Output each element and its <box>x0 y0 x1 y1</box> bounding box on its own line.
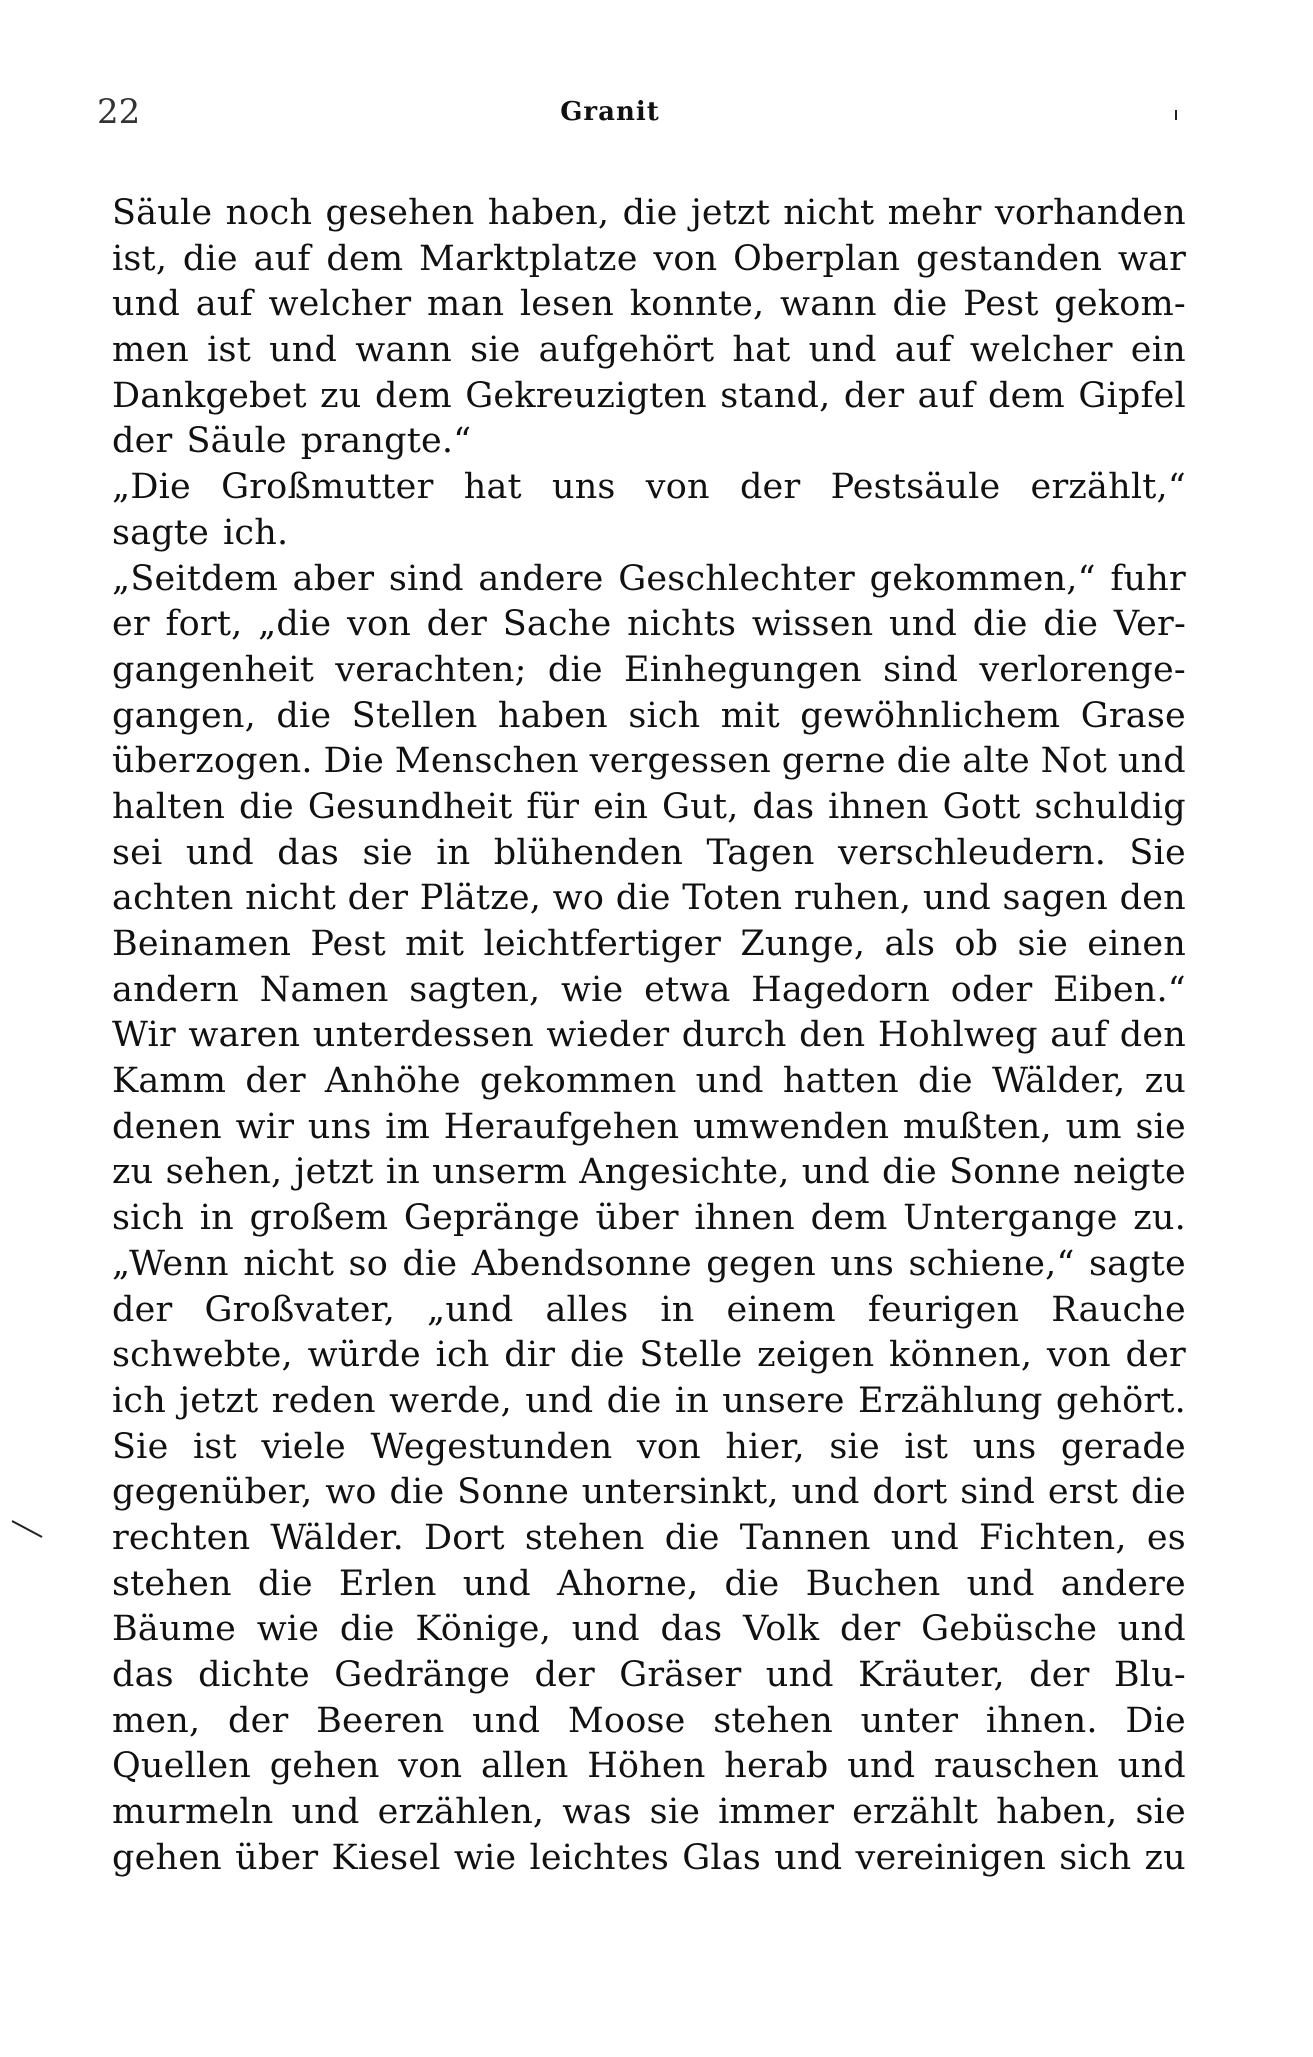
text-line: schwebte, würde ich dir die Stelle zeigen können, von der <box>112 1335 1186 1376</box>
text-line: das dichte Gedränge der Gräser und Kräuter, der Blu- <box>112 1655 1186 1695</box>
text-line: der Großvater, „und alles in einem feurigen Rauche <box>112 1289 1186 1330</box>
text-line: men, der Beeren und Moose stehen unter ihnen. Die <box>112 1700 1186 1741</box>
page-number: 22 <box>97 92 141 132</box>
text-line: der Säule prangte.“ <box>112 421 472 462</box>
text-line: Bäume wie die Könige, und das Volk der Gebüsche und <box>112 1609 1186 1650</box>
running-head: Granit <box>560 97 660 127</box>
text-line: sich in großem Gepränge über ihnen dem Untergange zu. <box>112 1198 1186 1239</box>
text-line: sei und das sie in blühenden Tagen verschleudern. Sie <box>112 832 1186 873</box>
text-line: andern Namen sagten, wie etwa Hagedorn oder Eiben.“ <box>112 969 1186 1010</box>
margin-mark <box>12 1520 43 1538</box>
text-line: men ist und wann sie aufgehört hat und auf welcher ein <box>112 330 1186 371</box>
text-line: achten nicht der Plätze, wo die Toten ruhen, und sagen den <box>112 878 1186 919</box>
text-line: Dankgebet zu dem Gekreuzigten stand, der auf dem Gipfel <box>112 375 1186 416</box>
text-line: Sie ist viele Wegestunden von hier, sie ist uns gerade <box>112 1426 1186 1467</box>
text-line: überzogen. Die Menschen vergessen gerne die alte Not und <box>112 741 1186 782</box>
text-line: Kamm der Anhöhe gekommen und hatten die Wälder, zu <box>112 1061 1186 1102</box>
text-line: er fort, „die von der Sache nichts wissen und die die Ver- <box>112 604 1186 645</box>
text-line: Säule noch gesehen haben, die jetzt nicht mehr vorhanden <box>112 193 1186 233</box>
text-line: denen wir uns im Heraufgehen umwenden mußten, um sie <box>112 1106 1186 1147</box>
text-line: „Die Großmutter hat uns von der Pestsäule erzählt,“ <box>112 467 1186 508</box>
text-line: rechten Wälder. Dort stehen die Tannen und Fichten, es <box>112 1517 1186 1558</box>
text-line: ich jetzt reden werde, und die in unsere Erzählung gehört. <box>112 1380 1186 1421</box>
text-line: „Wenn nicht so die Abendsonne gegen uns schiene,“ sagte <box>112 1243 1186 1284</box>
text-line: halten die Gesundheit für ein Gut, das ihnen Gott schuldig <box>112 786 1186 827</box>
text-line: Quellen gehen von allen Höhen herab und rauschen und <box>112 1746 1186 1787</box>
text-line: sagte ich. <box>112 512 289 553</box>
text-line: ist, die auf dem Marktplatze von Oberplan gestanden war <box>112 238 1186 279</box>
text-line: stehen die Erlen und Ahorne, die Buchen und andere <box>112 1563 1186 1604</box>
text-line: murmeln und erzählen, was sie immer erzählt haben, sie <box>112 1792 1186 1833</box>
text-line: gehen über Kiesel wie leichtes Glas und vereinigen sich zu <box>112 1837 1186 1878</box>
text-line: Wir waren unterdessen wieder durch den Hohlweg auf den <box>112 1015 1186 1056</box>
text-line: zu sehen, jetzt in unserm Angesichte, und die Sonne neigte <box>112 1152 1186 1193</box>
text-line: gangen, die Stellen haben sich mit gewöhnlichem Grase <box>112 695 1186 736</box>
text-line: und auf welcher man lesen konnte, wann die Pest gekom- <box>112 284 1186 325</box>
margin-tick <box>1175 110 1177 120</box>
body-text <box>112 191 1186 1881</box>
text-line: Beinamen Pest mit leichtfertiger Zunge, als ob sie einen <box>112 924 1186 964</box>
text-line: „Seitdem aber sind andere Geschlechter gekommen,“ fuhr <box>112 558 1186 599</box>
text-line: gegenüber, wo die Sonne untersinkt, und dort sind erst die <box>112 1472 1186 1513</box>
text-line: gangenheit verachten; die Einhegungen sind verlorenge- <box>112 649 1186 690</box>
